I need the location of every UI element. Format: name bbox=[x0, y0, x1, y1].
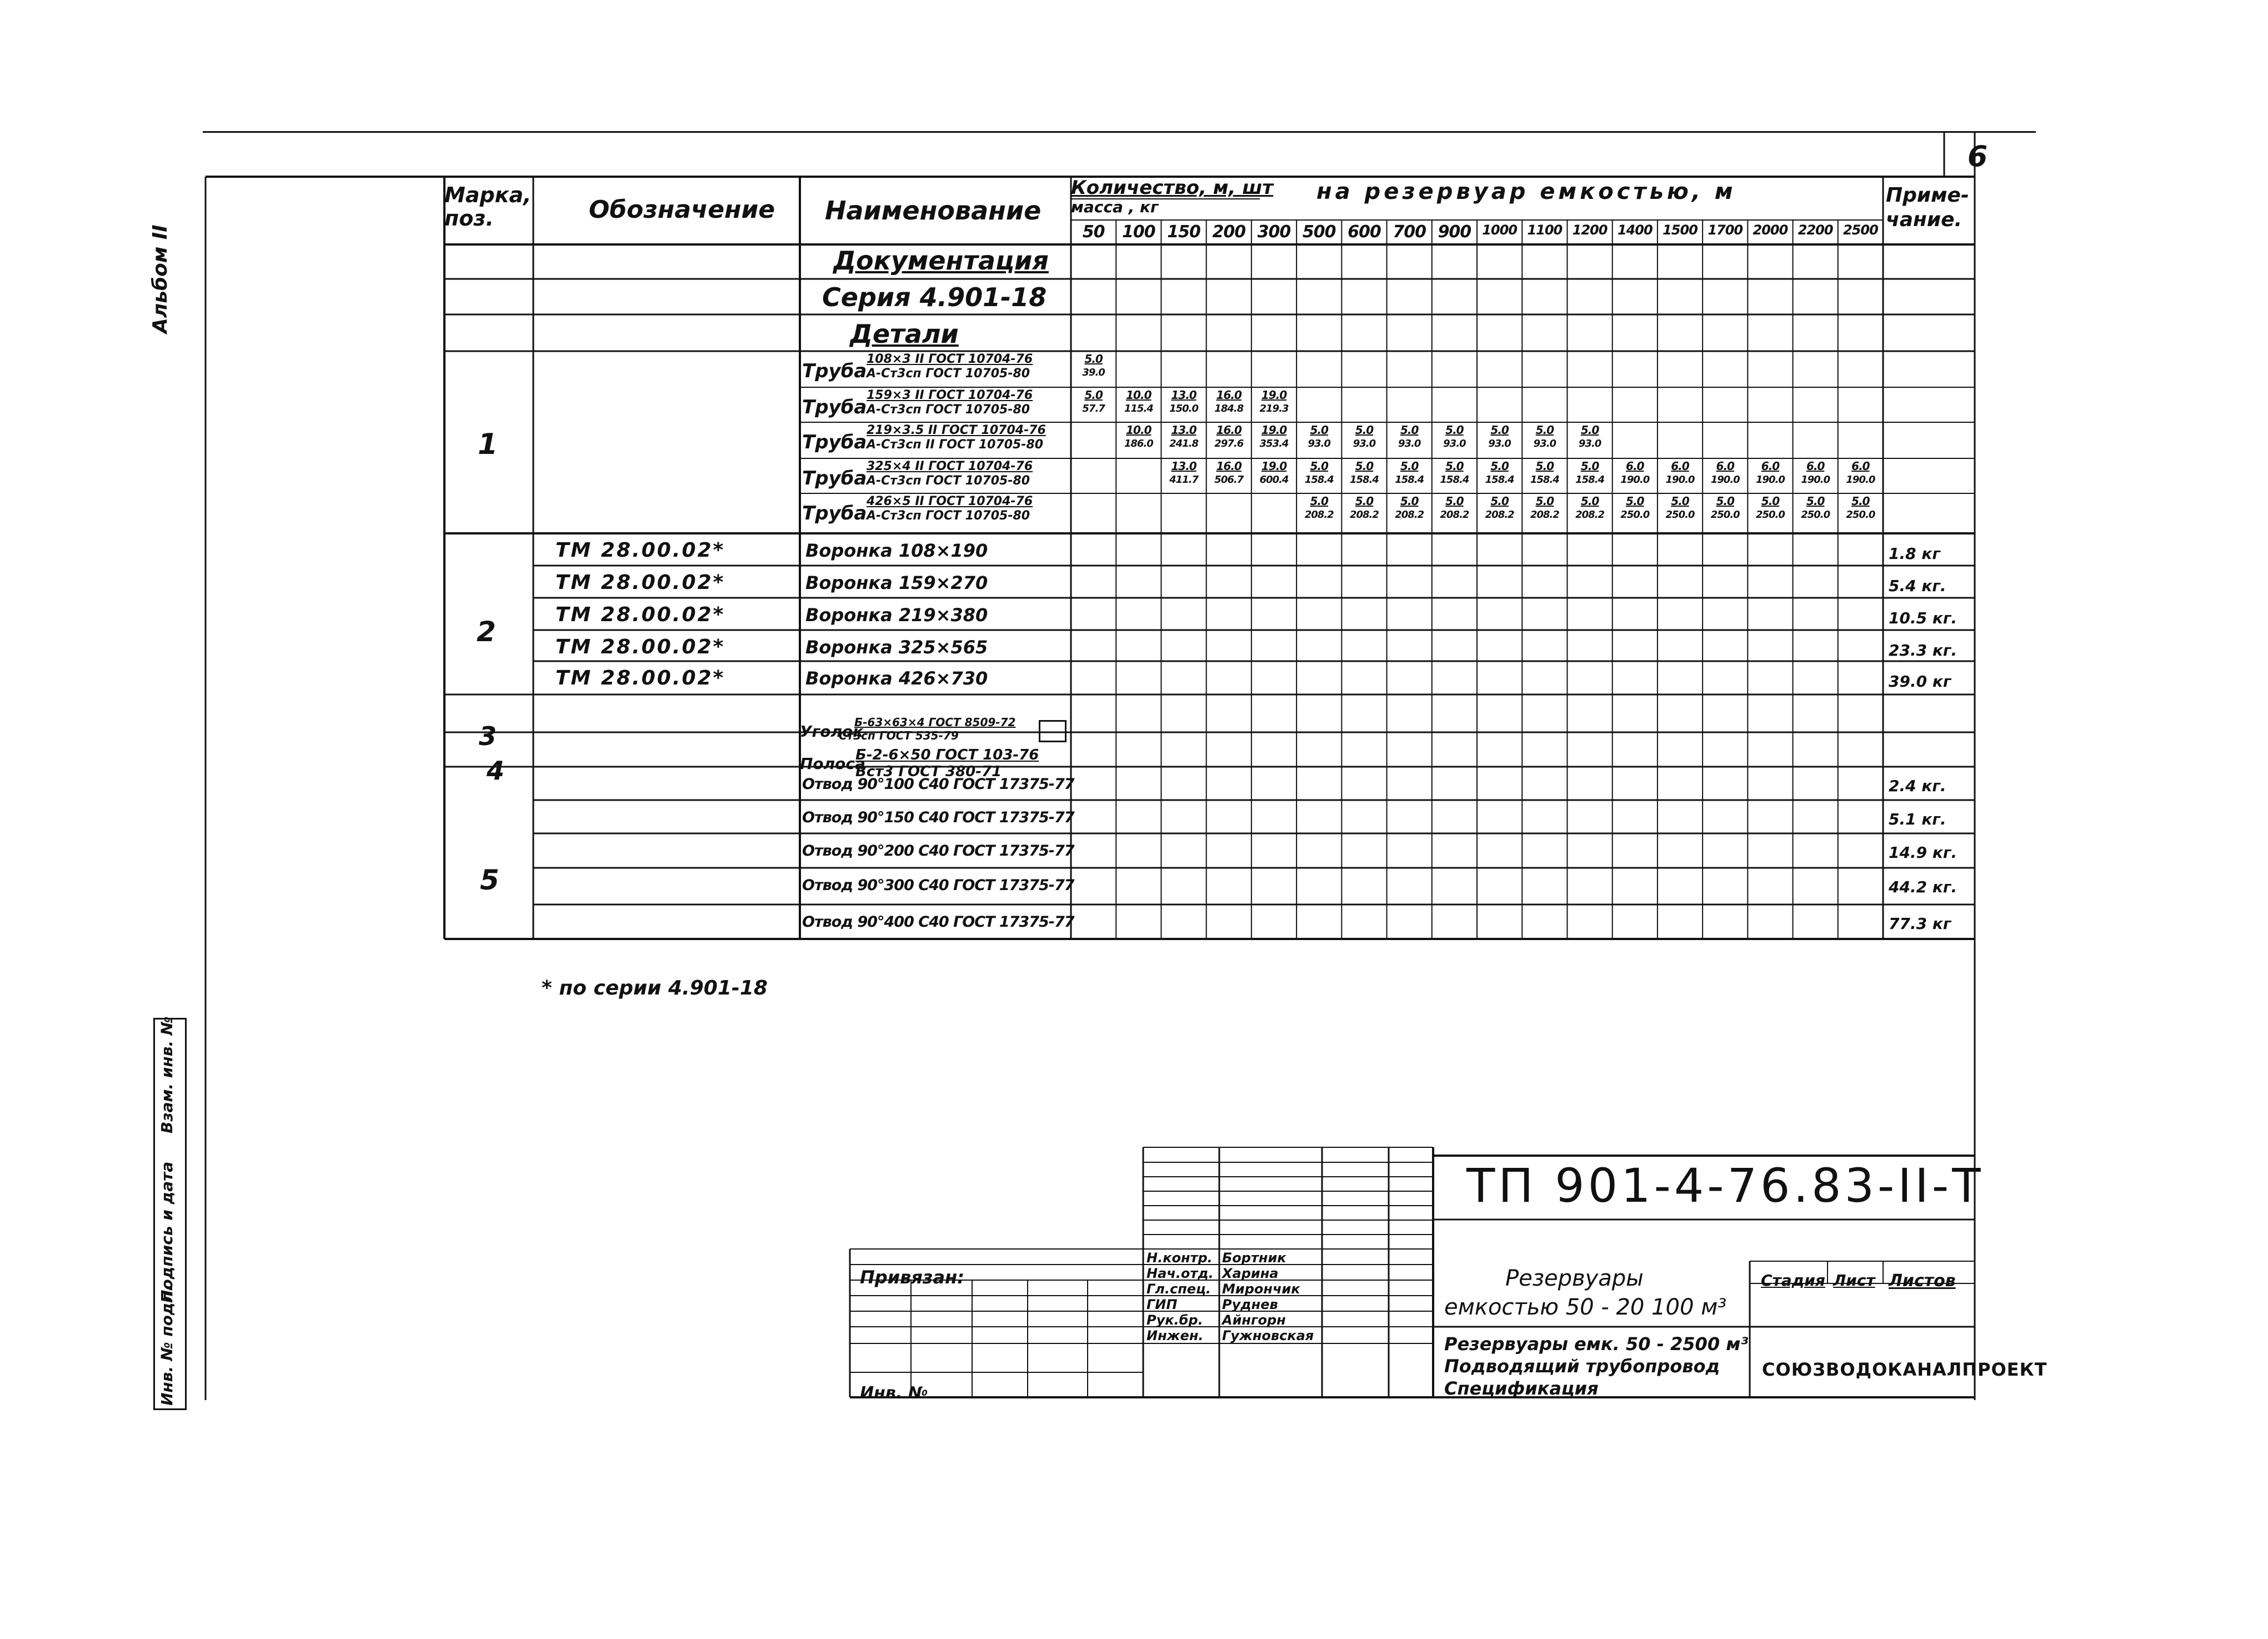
pipe-qty: 5.0 bbox=[1535, 459, 1554, 473]
capacity-header: 2000 bbox=[1753, 222, 1788, 238]
capacity-header: 100 bbox=[1122, 222, 1155, 242]
top-border-line bbox=[203, 131, 2036, 133]
pipe-spec-2: А-Ст3сп ГОСТ 10705-80 bbox=[867, 367, 1030, 381]
pipe-mass: 208.2 bbox=[1349, 509, 1379, 521]
funnel-name: Воронка 159×270 bbox=[805, 572, 988, 593]
capacity-header: 700 bbox=[1393, 222, 1426, 242]
signature-role: Нач.отд. bbox=[1146, 1266, 1214, 1281]
funnel-note: 10.5 кг. bbox=[1889, 609, 1957, 627]
mark-angle: 3 bbox=[479, 721, 497, 751]
pipe-qty: 16.0 bbox=[1216, 423, 1241, 437]
pipe-mass: 219.3 bbox=[1259, 403, 1289, 414]
pipe-mass: 190.0 bbox=[1665, 474, 1695, 486]
footnote: * по серии 4.901-18 bbox=[542, 977, 768, 1000]
pipe-mass: 93.0 bbox=[1443, 438, 1466, 449]
pipe-qty: 5.0 bbox=[1761, 494, 1780, 508]
bend-name: Отвод 90°150 С40 ГОСТ 17375-77 bbox=[802, 809, 1074, 826]
pipe-mass: 190.0 bbox=[1846, 474, 1875, 486]
pipe-mass: 297.6 bbox=[1214, 438, 1244, 449]
side-stamp-signature-date: Подпись и дата bbox=[158, 1161, 176, 1303]
bend-name: Отвод 90°200 С40 ГОСТ 17375-77 bbox=[802, 842, 1074, 860]
pipe-qty: 13.0 bbox=[1171, 388, 1196, 402]
pipe-mass: 506.7 bbox=[1214, 474, 1244, 486]
pipe-mass: 208.2 bbox=[1440, 509, 1469, 521]
pipe-qty: 13.0 bbox=[1171, 459, 1196, 473]
pipe-qty: 5.0 bbox=[1310, 494, 1328, 508]
pipe-mass: 250.0 bbox=[1665, 509, 1695, 521]
funnel-designation: ТМ 28.00.02* bbox=[555, 603, 725, 626]
pipe-qty: 5.0 bbox=[1400, 494, 1419, 508]
pipe-spec-1: 219×3.5 II ГОСТ 10704-76 bbox=[867, 423, 1046, 437]
pipe-mass: 158.4 bbox=[1395, 474, 1424, 486]
capacity-header: 1100 bbox=[1527, 222, 1563, 238]
pipe-mass: 250.0 bbox=[1801, 509, 1830, 521]
angle-spec2: Ст3сп ГОСТ 535-79 bbox=[839, 729, 959, 742]
pipe-qty: 5.0 bbox=[1490, 423, 1509, 437]
funnel-designation: ТМ 28.00.02* bbox=[555, 539, 725, 562]
capacity-header: 1500 bbox=[1663, 222, 1698, 238]
header-name: Наименование bbox=[825, 196, 1042, 226]
pipe-qty: 5.0 bbox=[1400, 459, 1419, 473]
pipe-mass: 158.4 bbox=[1575, 474, 1605, 486]
funnel-note: 5.4 кг. bbox=[1889, 577, 1946, 595]
pipe-qty: 5.0 bbox=[1445, 459, 1464, 473]
pipe-mass: 600.4 bbox=[1259, 474, 1289, 486]
pipe-mass: 39.0 bbox=[1082, 367, 1105, 378]
funnel-designation: ТМ 28.00.02* bbox=[555, 571, 725, 594]
strip-spec1: Б-2-6×50 ГОСТ 103-76 bbox=[855, 747, 1039, 763]
capacity-header: 2500 bbox=[1843, 222, 1878, 238]
sheets-label: Листов bbox=[1889, 1271, 1956, 1291]
pipe-spec-2: А-Ст3сп ГОСТ 10705-80 bbox=[867, 474, 1030, 488]
pipe-mass: 158.4 bbox=[1530, 474, 1559, 486]
pipe-qty: 5.0 bbox=[1626, 494, 1644, 508]
pipe-mass: 93.0 bbox=[1488, 438, 1511, 449]
bend-name: Отвод 90°100 С40 ГОСТ 17375-77 bbox=[802, 776, 1074, 793]
pipe-mass: 190.0 bbox=[1755, 474, 1785, 486]
funnel-note: 23.3 кг. bbox=[1889, 641, 1957, 659]
pipe-mass: 208.2 bbox=[1485, 509, 1514, 521]
pipe-name: Труба bbox=[802, 431, 867, 453]
pipe-qty: 5.0 bbox=[1355, 459, 1374, 473]
bound-label: Привязан: bbox=[860, 1267, 964, 1288]
pipe-spec-2: А-Ст3сп ГОСТ 10705-80 bbox=[867, 509, 1030, 523]
mark-funnels: 2 bbox=[477, 616, 496, 648]
pipe-qty: 6.0 bbox=[1761, 459, 1780, 473]
side-stamp-inv-original: Инв. № подл. bbox=[158, 1285, 176, 1406]
capacity-header: 1700 bbox=[1708, 222, 1743, 238]
project-title-line1: Резервуары bbox=[1505, 1266, 1644, 1291]
pipe-qty: 5.0 bbox=[1671, 494, 1689, 508]
pipe-mass: 241.8 bbox=[1169, 438, 1199, 449]
pipe-name: Труба bbox=[802, 467, 867, 489]
pipe-mass: 57.7 bbox=[1082, 403, 1105, 414]
signature-role: Н.контр. bbox=[1146, 1250, 1213, 1266]
pipe-mass: 250.0 bbox=[1846, 509, 1875, 521]
pipe-mass: 250.0 bbox=[1755, 509, 1785, 521]
pipe-spec-1: 426×5 II ГОСТ 10704-76 bbox=[867, 494, 1033, 508]
project-title-line2: емкостью 50 - 20 100 м³ bbox=[1444, 1295, 1727, 1320]
header-quantity-line1: Количество, м, шт bbox=[1071, 177, 1274, 199]
pipe-spec-2: А-Ст3сп ГОСТ 10705-80 bbox=[867, 403, 1030, 417]
pipe-mass: 150.0 bbox=[1169, 403, 1199, 414]
pipe-name: Труба bbox=[802, 396, 867, 418]
pipe-qty: 5.0 bbox=[1355, 423, 1374, 437]
pipe-mass: 250.0 bbox=[1710, 509, 1740, 521]
signature-role: Инжен. bbox=[1146, 1328, 1204, 1343]
pipe-qty: 5.0 bbox=[1580, 494, 1599, 508]
pipe-mass: 158.4 bbox=[1485, 474, 1514, 486]
bend-name: Отвод 90°400 С40 ГОСТ 17375-77 bbox=[802, 913, 1074, 931]
pipe-qty: 10.0 bbox=[1126, 388, 1151, 402]
album-label: Альбом II bbox=[149, 224, 172, 333]
capacity-header: 300 bbox=[1257, 222, 1291, 242]
pipe-mass: 208.2 bbox=[1395, 509, 1424, 521]
pipe-qty: 5.0 bbox=[1851, 494, 1870, 508]
pipe-qty: 16.0 bbox=[1216, 388, 1241, 402]
funnel-designation: ТМ 28.00.02* bbox=[555, 636, 725, 658]
pipe-qty: 10.0 bbox=[1126, 423, 1151, 437]
pipe-spec-2: А-Ст3сп II ГОСТ 10705-80 bbox=[867, 438, 1044, 452]
signature-role: ГИП bbox=[1146, 1297, 1178, 1312]
pipe-qty: 5.0 bbox=[1490, 459, 1509, 473]
pipe-mass: 93.0 bbox=[1353, 438, 1376, 449]
pipe-mass: 93.0 bbox=[1533, 438, 1556, 449]
pipe-mass: 93.0 bbox=[1308, 438, 1330, 449]
pipe-spec-1: 108×3 II ГОСТ 10704-76 bbox=[867, 352, 1033, 366]
sheet-title-line2: Подводящий трубопровод bbox=[1444, 1356, 1720, 1377]
pipe-mass: 115.4 bbox=[1124, 403, 1153, 414]
pipe-qty: 6.0 bbox=[1671, 459, 1689, 473]
pipe-qty: 5.0 bbox=[1716, 494, 1734, 508]
signature-role: Рук.бр. bbox=[1146, 1312, 1203, 1328]
angle-checkbox-box bbox=[1039, 720, 1067, 742]
bend-note: 14.9 кг. bbox=[1889, 843, 1957, 862]
pipe-mass: 158.4 bbox=[1349, 474, 1379, 486]
pipe-qty: 6.0 bbox=[1806, 459, 1825, 473]
pipe-qty: 5.0 bbox=[1084, 388, 1103, 402]
pipe-mass: 190.0 bbox=[1620, 474, 1650, 486]
section-details: Детали bbox=[850, 319, 959, 349]
header-quantity-line2: масса , кг bbox=[1071, 198, 1159, 216]
bend-note: 2.4 кг. bbox=[1889, 777, 1946, 795]
sheet-title-line3: Спецификация bbox=[1444, 1378, 1599, 1399]
funnel-name: Воронка 325×565 bbox=[805, 637, 988, 658]
pipe-mass: 93.0 bbox=[1398, 438, 1421, 449]
capacity-header: 500 bbox=[1302, 222, 1336, 242]
capacity-header: 900 bbox=[1438, 222, 1471, 242]
stage-label: Стадия bbox=[1761, 1271, 1825, 1290]
pipe-mass: 184.8 bbox=[1214, 403, 1244, 414]
pipe-qty: 5.0 bbox=[1400, 423, 1419, 437]
signature-name: Мирончик bbox=[1222, 1281, 1300, 1297]
pipe-name: Труба bbox=[802, 360, 867, 382]
pipe-spec-1: 325×4 II ГОСТ 10704-76 bbox=[867, 459, 1033, 473]
header-designation: Обозначение bbox=[589, 196, 775, 224]
signature-role: Гл.спец. bbox=[1146, 1281, 1211, 1297]
capacity-header: 600 bbox=[1348, 222, 1381, 242]
signature-name: Руднев bbox=[1222, 1297, 1278, 1312]
pipe-qty: 5.0 bbox=[1445, 423, 1464, 437]
pipe-mass: 190.0 bbox=[1801, 474, 1830, 486]
pipe-mass: 353.4 bbox=[1259, 438, 1289, 449]
signature-name: Айнгорн bbox=[1222, 1312, 1286, 1328]
strip-spec2: Вст3 ГОСТ 380-71 bbox=[855, 763, 1002, 780]
capacity-header: 50 bbox=[1082, 222, 1105, 242]
pipe-mass: 250.0 bbox=[1620, 509, 1650, 521]
pipe-qty: 19.0 bbox=[1261, 388, 1287, 402]
pipe-qty: 5.0 bbox=[1445, 494, 1464, 508]
bend-note: 5.1 кг. bbox=[1889, 810, 1946, 828]
sheet-title-line1: Резервуары емк. 50 - 2500 м³ bbox=[1444, 1333, 1749, 1355]
mark-bends: 5 bbox=[480, 864, 499, 896]
pipe-mass: 208.2 bbox=[1575, 509, 1605, 521]
pipe-spec-1: 159×3 II ГОСТ 10704-76 bbox=[867, 388, 1033, 402]
sheet-label: Лист bbox=[1833, 1271, 1875, 1290]
header-per-tank: на резервуар емкостью, м bbox=[1316, 179, 1736, 204]
pipe-qty: 5.0 bbox=[1535, 494, 1554, 508]
pipe-mass: 158.4 bbox=[1304, 474, 1334, 486]
pipe-qty: 5.0 bbox=[1806, 494, 1825, 508]
pipe-qty: 5.0 bbox=[1580, 459, 1599, 473]
pipe-name: Труба bbox=[802, 502, 867, 524]
funnel-note: 1.8 кг bbox=[1889, 544, 1940, 563]
header-note: Приме- чание. bbox=[1886, 184, 1969, 231]
pipe-qty: 6.0 bbox=[1626, 459, 1644, 473]
sheet-number: 6 bbox=[1967, 140, 1988, 173]
section-series: Серия 4.901-18 bbox=[822, 282, 1047, 312]
funnel-name: Воронка 219×380 bbox=[805, 604, 988, 626]
bend-name: Отвод 90°300 С40 ГОСТ 17375-77 bbox=[802, 877, 1074, 894]
doc-code: ТП 901-4-76.83-II-Т bbox=[1466, 1158, 1984, 1213]
section-documentation: Документация bbox=[833, 246, 1049, 276]
pipe-mass: 190.0 bbox=[1710, 474, 1740, 486]
bend-note: 77.3 кг bbox=[1889, 915, 1951, 933]
header-mark: Марка, поз. bbox=[444, 183, 532, 231]
funnel-note: 39.0 кг bbox=[1889, 672, 1951, 691]
capacity-header: 1000 bbox=[1482, 222, 1517, 238]
pipe-qty: 5.0 bbox=[1084, 352, 1103, 366]
funnel-name: Воронка 426×730 bbox=[805, 668, 988, 689]
pipe-qty: 6.0 bbox=[1851, 459, 1870, 473]
pipe-qty: 5.0 bbox=[1310, 459, 1328, 473]
bend-note: 44.2 кг. bbox=[1889, 878, 1957, 896]
angle-name: Уголок bbox=[800, 722, 864, 741]
side-stamp-replaces-inv: Взам. инв. № bbox=[158, 1016, 176, 1133]
pipe-qty: 5.0 bbox=[1490, 494, 1509, 508]
funnel-designation: ТМ 28.00.02* bbox=[555, 667, 725, 689]
capacity-header: 150 bbox=[1167, 222, 1200, 242]
pipe-mass: 158.4 bbox=[1440, 474, 1469, 486]
pipe-mass: 208.2 bbox=[1530, 509, 1559, 521]
angle-spec1: Б-63×63×4 ГОСТ 8509-72 bbox=[854, 716, 1016, 729]
signature-name: Харина bbox=[1222, 1266, 1279, 1281]
capacity-header: 2200 bbox=[1798, 222, 1833, 238]
pipe-qty: 5.0 bbox=[1355, 494, 1374, 508]
signature-name: Бортник bbox=[1222, 1250, 1286, 1266]
pipe-mass: 186.0 bbox=[1124, 438, 1153, 449]
pipe-qty: 19.0 bbox=[1261, 459, 1287, 473]
pipe-qty: 6.0 bbox=[1716, 459, 1734, 473]
pipe-mass: 411.7 bbox=[1169, 474, 1199, 486]
funnel-name: Воронка 108×190 bbox=[805, 540, 988, 561]
pipe-mass: 208.2 bbox=[1304, 509, 1334, 521]
pipe-mass: 93.0 bbox=[1578, 438, 1601, 449]
inv-no-label: Инв. № bbox=[860, 1383, 928, 1403]
pipe-qty: 5.0 bbox=[1310, 423, 1328, 437]
capacity-header: 200 bbox=[1212, 222, 1246, 242]
organization-name: СОЮЗВОДОКАНАЛПРОЕКТ bbox=[1762, 1359, 2047, 1380]
signature-name: Гужновская bbox=[1222, 1328, 1314, 1343]
strip-name: Полоса bbox=[800, 754, 865, 773]
mark-pipes: 1 bbox=[478, 428, 498, 461]
pipe-qty: 16.0 bbox=[1216, 459, 1241, 473]
pipe-qty: 5.0 bbox=[1535, 423, 1554, 437]
pipe-qty: 13.0 bbox=[1171, 423, 1196, 437]
capacity-header: 1400 bbox=[1617, 222, 1653, 238]
mark-strip: 4 bbox=[487, 756, 505, 786]
pipe-qty: 5.0 bbox=[1580, 423, 1599, 437]
capacity-header: 1200 bbox=[1572, 222, 1608, 238]
pipe-qty: 19.0 bbox=[1261, 423, 1287, 437]
